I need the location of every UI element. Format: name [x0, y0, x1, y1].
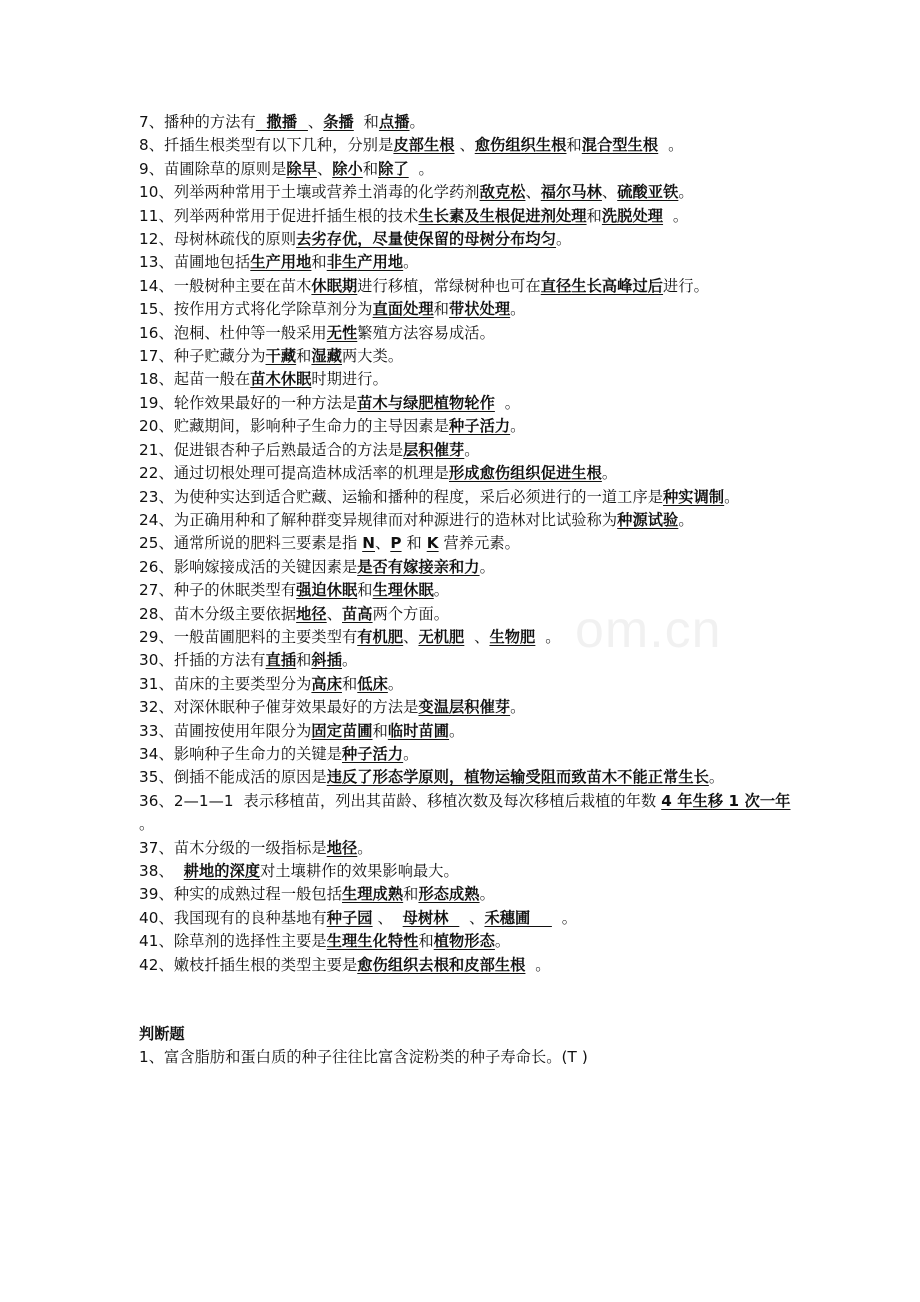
question-text: 。 [551, 908, 578, 927]
answer-text: 生理生化特性 [326, 932, 419, 951]
question-text: 21、促进银杏种子后熟最适合的方法是 [139, 440, 404, 459]
question-item [139, 181, 791, 204]
answer-text: 临时苗圃 [387, 721, 450, 740]
question-item [139, 720, 791, 743]
question-text: 和 [296, 347, 312, 366]
question-text: 、 [307, 113, 324, 131]
question-item [139, 462, 791, 485]
question-text: 10、列举两种常用于土壤或营养土消毒的化学药剂 [139, 183, 480, 202]
question-text: 。 [510, 300, 526, 319]
question-item [139, 251, 791, 274]
question-text: 两大类。 [342, 347, 404, 366]
answer-text: 高床 [311, 674, 342, 693]
question-text: 32、对深休眠种子催芽效果最好的方法是 [139, 698, 419, 717]
question-text: 15、按作用方式将化学除草剂分为 [139, 300, 373, 319]
answer-text: 4 年生移 1 次一年 [661, 791, 791, 810]
question-text: 14、一般树种主要在苗木 [139, 276, 312, 295]
question-item [139, 275, 791, 298]
question-text: 38、 [139, 862, 184, 880]
question-text: 27、种子的休眠类型有 [139, 581, 297, 600]
question-text: 。 [479, 557, 495, 576]
answer-text: 斜插 [311, 651, 342, 670]
answer-text: 层积催芽 [403, 440, 465, 459]
question-text: 。 [409, 113, 425, 131]
question-text: 。 [449, 721, 465, 740]
question-text: 42、嫩枝扦插生根的类型主要是 [139, 955, 358, 974]
question-item [139, 345, 791, 368]
question-text: 进行移植，常绿树种也可在 [357, 276, 541, 295]
answer-text: 硫酸亚铁 [617, 183, 679, 202]
answer-text: 直插 [265, 651, 297, 670]
question-text: 和 [401, 534, 427, 553]
question-item [139, 509, 791, 532]
question-text: 时期进行。 [311, 370, 388, 389]
question-text: 和 [418, 932, 434, 951]
question-text: 、 [454, 136, 475, 155]
question-text: 16、泡桐、杜仲等一般采用 [139, 323, 327, 342]
answer-text: 非生产用地 [326, 253, 404, 272]
question-text: 和 [362, 159, 379, 178]
answer-text: 除小 [332, 159, 363, 178]
question-text: 40、我国现有的良种基地有 [139, 908, 327, 927]
question-text: 两个方面。 [372, 604, 450, 623]
question-text: 。 [724, 487, 740, 506]
question-text: 。 [479, 885, 495, 904]
answer-text: 种子活力 [341, 744, 404, 763]
question-text: 。 [556, 230, 572, 249]
question-text: 26、影响嫁接成活的关键因素是 [139, 557, 358, 576]
question-item [139, 743, 791, 766]
answer-text: 撒播 [255, 113, 308, 131]
question-text: 17、种子贮藏分为 [139, 347, 266, 366]
question-text: 20、贮藏期间，影响种子生命力的主导因素是 [139, 417, 449, 436]
answer-text: 洗脱处理 [601, 206, 664, 225]
answer-text: P [390, 534, 402, 553]
judgement-list [139, 1046, 791, 1069]
answer-text: 带状处理 [449, 300, 511, 319]
question-item [139, 556, 791, 579]
question-text: 24、为正确用种和了解种群变异规律而对种源进行的造林对比试验称为 [139, 510, 618, 529]
question-text: 。 [525, 955, 551, 974]
question-text: 和 [357, 581, 373, 600]
question-item [139, 860, 791, 883]
answer-text: 地径 [326, 838, 358, 857]
question-item [139, 954, 791, 977]
answer-text: 除了 [378, 159, 409, 178]
question-item [139, 626, 791, 649]
answer-text: 生理成熟 [341, 885, 404, 904]
question-text: 。 [357, 838, 373, 857]
question-text: 34、影响种子生命力的关键是 [139, 744, 342, 763]
answer-text: 强迫休眠 [296, 581, 358, 600]
question-text: 30、扦插的方法有 [139, 651, 266, 670]
answer-text: K [426, 534, 439, 553]
question-item [139, 368, 791, 391]
answer-text: 敌克松 [479, 183, 526, 202]
answer-text: 去劣存优，尽量使保留的母树分布均匀 [296, 230, 557, 249]
answer-text: 种源试验 [617, 510, 679, 529]
answer-text: 植物形态 [433, 932, 495, 951]
question-text: 和 [403, 885, 419, 904]
question-item [139, 111, 791, 134]
question-item [139, 766, 791, 789]
answer-text: 苗木与绿肥植物轮作 [357, 393, 495, 412]
question-text: 和 [586, 206, 602, 225]
question-text: 。 [433, 581, 450, 600]
answer-text: 变温层积催芽 [418, 698, 511, 717]
answer-text: 低床 [357, 674, 388, 693]
question-text: 。 [535, 627, 561, 646]
question-item [139, 603, 791, 626]
answer-text: 形态成熟 [418, 885, 480, 904]
question-item [139, 907, 791, 930]
question-text: 。 [601, 464, 618, 483]
question-text: 11、列举两种常用于促进扦插生根的技术 [139, 206, 419, 225]
answer-text: 无机肥 [418, 627, 465, 646]
question-text: 。 [342, 651, 358, 670]
question-text: 。 [494, 932, 511, 951]
question-text: 。 [403, 253, 419, 272]
answer-text: 苗高 [342, 604, 373, 623]
question-text: 。 [464, 440, 480, 459]
question-text: 18、起苗一般在 [139, 370, 251, 389]
question-item [139, 158, 791, 181]
question-item [139, 790, 801, 837]
question-item [139, 134, 791, 157]
question-text: 。 [658, 136, 684, 155]
question-text: 37、苗木分级的一级指标是 [139, 838, 327, 857]
question-text: 31、苗床的主要类型分为 [139, 674, 312, 693]
question-text: 、 [375, 534, 391, 553]
question-text: 和 [372, 721, 388, 740]
question-text: 、 [601, 183, 618, 202]
question-item [139, 930, 791, 953]
question-text: 7、播种的方法有 [139, 113, 256, 131]
question-text: 25、通常所说的肥料三要素是指 [139, 534, 363, 553]
question-text: 和 [433, 300, 450, 319]
question-text: 、 [459, 908, 485, 927]
question-text: 对土壤耕作的效果影响最大。 [260, 862, 459, 880]
section-heading: 判断题 [139, 1025, 185, 1044]
question-item [139, 837, 791, 860]
answer-text: 生长素及生根促进剂处理 [418, 206, 587, 225]
question-text: 。 [387, 674, 404, 693]
answer-text: 干藏 [265, 347, 297, 366]
question-item [139, 298, 791, 321]
answer-text: 禾穗圃 [484, 908, 552, 927]
answer-text: 是否有嫁接亲和力 [357, 557, 480, 576]
question-text: 。 [139, 791, 801, 834]
question-text: 进行。 [663, 276, 709, 295]
answer-text: 愈伤组织去根和皮部生根 [357, 955, 526, 974]
question-text: 19、轮作效果最好的一种方法是 [139, 393, 358, 412]
answer-text: 耕地的深度 [183, 862, 261, 880]
question-item [139, 696, 791, 719]
question-text: 22、通过切根处理可提高造林成活率的机理是 [139, 464, 449, 483]
answer-text: 生产用地 [250, 253, 312, 272]
question-text: 36、2—1—1 表示移植苗，列出其苗龄、移植次数及每次移植后栽植的年数 [139, 791, 662, 810]
question-text: 和 [353, 113, 379, 131]
answer-text: 福尔马林 [540, 183, 602, 202]
question-text: 35、倒插不能成活的原因是 [139, 768, 327, 787]
answer-text: 母树林 [402, 908, 460, 927]
answer-text: 除早 [286, 159, 317, 178]
answer-text: 直径生长高峰过后 [540, 276, 664, 295]
judgement-item: 1、富含脂肪和蛋白质的种子往往比富含淀粉类的种子寿命长。(T ) [139, 1048, 588, 1067]
answer-text: 种实调制 [663, 487, 725, 506]
answer-text: 有机肥 [357, 627, 404, 646]
question-text: 23、为使种实达到适合贮藏、运输和播种的程度，采后必须进行的一道工序是 [139, 487, 664, 506]
answer-text: 种子活力 [449, 417, 511, 436]
question-text: 。 [510, 417, 526, 436]
answer-text: 生物肥 [489, 627, 536, 646]
answer-text: 皮部生根 [393, 136, 455, 155]
answer-text: 湿藏 [311, 347, 342, 366]
answer-text: 直面处理 [372, 300, 434, 319]
question-item [139, 649, 791, 672]
question-text: 。 [663, 206, 689, 225]
question-item [139, 392, 791, 415]
question-text: 、 [464, 627, 490, 646]
question-text: 。 [678, 183, 694, 202]
question-text: 29、一般苗圃肥料的主要类型有 [139, 627, 358, 646]
question-text: 。 [408, 159, 434, 178]
question-text: 、 [326, 604, 342, 623]
answer-text: 固定苗圃 [311, 721, 373, 740]
answer-text: 苗木休眠 [250, 370, 312, 389]
question-text: 和 [296, 651, 312, 670]
question-text: 、 [316, 159, 333, 178]
question-text: 41、除草剂的选择性主要是 [139, 932, 327, 951]
answer-text: 形成愈伤组织促进生根 [449, 464, 602, 483]
question-text: 9、苗圃除草的原则是 [139, 159, 287, 178]
question-text: 和 [311, 253, 327, 272]
answer-text: 愈伤组织生根 [474, 136, 567, 155]
question-text: 、 [525, 183, 541, 202]
answer-text: 生理休眠 [372, 581, 434, 600]
answer-text: 混合型生根 [581, 136, 659, 155]
answer-text: 无性 [326, 323, 358, 342]
watermark: om.cn [575, 601, 722, 659]
question-text: 。 [708, 768, 725, 787]
answer-text: 种子园 [326, 908, 373, 927]
answer-text: 违反了形态学原则，植物运输受阻而致苗木不能正常生长 [326, 768, 709, 787]
question-item [139, 322, 791, 345]
question-text: 33、苗圃按使用年限分为 [139, 721, 312, 740]
answer-text: N [362, 534, 376, 553]
question-item [139, 205, 791, 228]
question-text: 39、种实的成熟过程一般包括 [139, 885, 342, 904]
question-text: 12、母树林疏伐的原则 [139, 230, 297, 249]
question-text: 营养元素。 [438, 534, 520, 553]
question-item [139, 532, 791, 555]
question-text: 8、扦插生根类型有以下几种，分别是 [139, 136, 394, 155]
document-body [139, 111, 801, 1070]
question-text: 、 [372, 908, 403, 927]
question-item [139, 415, 791, 438]
question-text: 、 [403, 627, 419, 646]
answer-text: 点播 [378, 113, 410, 131]
answer-text: 休眠期 [311, 276, 358, 295]
question-text: 繁殖方法容易成活。 [357, 323, 495, 342]
question-item [139, 228, 791, 251]
question-text: 和 [566, 136, 582, 155]
question-text: 28、苗木分级主要依据 [139, 604, 297, 623]
fill-in-blank-list [139, 111, 801, 977]
question-text: 。 [510, 698, 526, 717]
question-item [139, 579, 791, 602]
section-gap [139, 977, 791, 1023]
question-text: 。 [494, 393, 521, 412]
question-text: 。 [678, 510, 694, 529]
answer-text: 条播 [323, 113, 354, 131]
answer-text: 地径 [296, 604, 327, 623]
question-item [139, 673, 791, 696]
question-text: 和 [341, 674, 358, 693]
question-text: 13、苗圃地包括 [139, 253, 251, 272]
question-item [139, 883, 791, 906]
question-item [139, 439, 791, 462]
question-text: 。 [403, 744, 419, 763]
question-item [139, 486, 791, 509]
